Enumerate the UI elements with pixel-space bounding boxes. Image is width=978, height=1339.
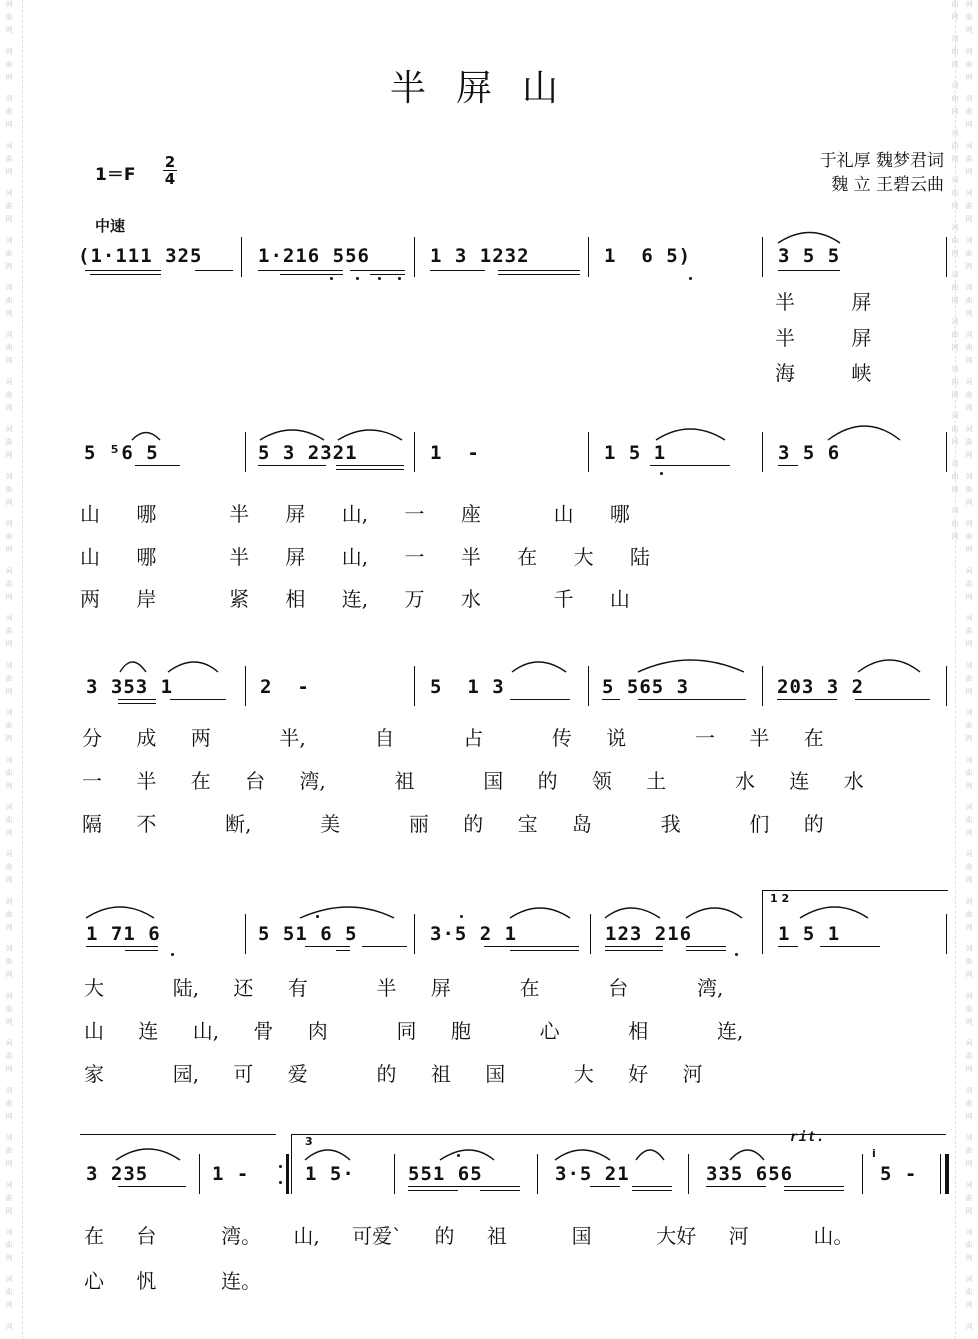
barline [762, 666, 763, 706]
beam-underline [510, 699, 570, 700]
row2-lyric-verse1: 山 哪 半 屏 山, 一 座 山 哪 [80, 502, 630, 526]
octave-dot [356, 277, 359, 280]
beam-underline [686, 950, 726, 951]
row5-measure3: 1 5· [305, 1163, 355, 1185]
beam-underline [118, 1186, 186, 1187]
barline [588, 432, 589, 472]
beam-underline [602, 699, 620, 700]
beam-underline [258, 465, 326, 466]
lyricist-credit: 于礼厚 魏梦君词 [819, 151, 944, 171]
row3-measure4: 5 565 3 [602, 676, 690, 698]
volta-label-1-2: 1 2 [770, 892, 790, 905]
slur-arc [638, 660, 744, 672]
row3-measure3: 5 1 3 [430, 676, 505, 698]
row2-measure1: 5 ⁵6 5 [84, 442, 159, 464]
slur-arc [86, 907, 154, 918]
beam-underline [135, 465, 180, 466]
row1-measure1: (1·111 325 [78, 245, 203, 267]
slur-arc [656, 429, 725, 440]
beam-underline [820, 946, 880, 947]
slur-arc [305, 1150, 350, 1160]
beam-underline [784, 1190, 844, 1191]
repeat-dot [279, 1181, 282, 1184]
barline [199, 1154, 200, 1194]
row1-measure3: 1 3 1232 [430, 245, 530, 267]
beam-underline [686, 946, 726, 947]
beam-underline [350, 270, 405, 271]
row4-lyric-verse1: 大 陆, 还 有 半 屏 在 台 湾, [84, 976, 724, 1000]
composer-credit: 魏 立 王碧云曲 [831, 175, 944, 195]
beam-underline [484, 946, 579, 947]
barline [588, 237, 589, 277]
slur-arc [730, 1150, 764, 1160]
beam-underline [118, 703, 156, 704]
barline [414, 237, 415, 277]
guide-line-right [955, 0, 957, 1339]
beam-underline [590, 1186, 620, 1187]
volta-barline [762, 890, 763, 954]
time-signature-bottom: 4 [164, 170, 176, 188]
high-octave-dot [457, 1154, 460, 1157]
beam-underline [706, 1186, 766, 1187]
beam-underline [778, 270, 840, 271]
row3-measure2: 2 - [260, 676, 310, 698]
slur-arc [440, 1150, 494, 1160]
slur-arc [686, 908, 742, 918]
beam-underline [408, 1190, 458, 1191]
row2-lyric-verse3: 两 岸 紧 相 连, 万 水 千 山 [80, 587, 630, 611]
row1-measure5: 3 5 5 [778, 245, 841, 267]
watermark-right: 词曲网 词曲网 词曲网 词曲网 词曲网 词曲网 词曲网 词曲网 词曲网 词曲网 词曲网 词曲网 词曲网 词曲网 词曲网 词曲网 词曲网 词曲网 词曲网 词曲网 词曲网 词曲网 词曲网 词曲网 词曲网 词曲网 词曲网 词曲网 词曲网 词曲网 词曲网 词曲网 词曲网 词曲网 词曲网 词曲网 词曲网 词曲网 词曲网 词曲网 [951, 0, 973, 1336]
slur-arc [510, 908, 570, 918]
row5-measure1: 3 235 [86, 1163, 149, 1185]
row3-lyric-verse2: 一 半 在 台 湾, 祖 国 的 领 土 水 连 水 [82, 769, 864, 793]
row4-measure4: 123 216 [605, 923, 693, 945]
row1-lyric-verse3: 海 峡 [775, 361, 872, 385]
beam-underline [632, 1190, 672, 1191]
barline [762, 237, 763, 277]
volta-bracket [80, 1134, 276, 1135]
high-octave-dot [460, 915, 463, 918]
slur-arc [605, 908, 660, 918]
row2-measure5: 3 5 6 [778, 442, 841, 464]
row3-measure1: 3 353 1 [86, 676, 174, 698]
beam-underline [632, 1186, 672, 1187]
row1-measure4: 1 6 5) [604, 245, 692, 267]
song-title: 半屏山 [389, 68, 588, 109]
barline [946, 914, 947, 954]
barline [946, 432, 947, 472]
watermark-left: 词曲网 词曲网 词曲网 词曲网 词曲网 词曲网 词曲网 词曲网 词曲网 词曲网 词曲网 词曲网 词曲网 词曲网 词曲网 词曲网 词曲网 词曲网 词曲网 词曲网 词曲网 词曲网 词曲网 词曲网 词曲网 词曲网 词曲网 词曲网 词 [5, 0, 13, 1336]
beam-underline [498, 274, 580, 275]
beam-underline [430, 270, 485, 271]
beam-underline [605, 950, 663, 951]
row5-measure5: 3·5 21 [555, 1163, 630, 1185]
volta-barline [291, 1134, 292, 1194]
slur-arc [116, 1149, 180, 1160]
slur-arc [800, 907, 868, 918]
beam-underline [305, 946, 350, 947]
barline [245, 914, 246, 954]
barline [590, 914, 591, 954]
row5-measure6: 335 656 [706, 1163, 794, 1185]
row5-lyric-verse1: 在 台 湾。 山, 可爱` 的 祖 国 大好 河 山。 [84, 1224, 854, 1248]
barline [946, 237, 947, 277]
barline [245, 666, 246, 706]
slur-arc [828, 426, 900, 440]
beam-underline [336, 469, 404, 470]
octave-dot [689, 277, 692, 280]
beam-underline [362, 946, 407, 947]
beam-underline [777, 699, 837, 700]
row1-lyric-verse2: 半 屏 [775, 326, 872, 350]
beam-underline [258, 270, 343, 271]
barline [414, 432, 415, 472]
barline [688, 1154, 689, 1194]
row4-measure2: 5 51 6 5 [258, 923, 358, 945]
beam-underline [370, 274, 405, 275]
octave-dot [660, 472, 663, 475]
beam-underline [778, 465, 798, 466]
beam-underline [170, 699, 226, 700]
beam-underline [605, 946, 663, 947]
beam-underline [336, 465, 404, 466]
beam-underline [85, 270, 161, 271]
octave-dot [378, 277, 381, 280]
octave-dot [398, 277, 401, 280]
row1-lyric-verse1: 半 屏 [775, 290, 872, 314]
row3-measure5: 203 3 2 [777, 676, 865, 698]
volta-label-3: 3 [305, 1135, 313, 1148]
row5-measure7: 5 - [880, 1163, 918, 1185]
row4-measure3: 3·5 2 1 [430, 923, 518, 945]
row4-measure1: 1 71 6 [86, 923, 161, 945]
barline [537, 1154, 538, 1194]
repeat-dot [279, 1165, 282, 1168]
beam-underline [90, 274, 161, 275]
beam-underline [125, 950, 158, 951]
slur-arc [636, 1150, 664, 1160]
barline [862, 1154, 863, 1194]
beam-underline [195, 270, 233, 271]
row1-measure2: 1·216 556 [258, 245, 370, 267]
final-barline-thin [940, 1154, 941, 1194]
slur-arc [338, 430, 402, 440]
slur-arc [120, 662, 146, 672]
octave-dot [330, 277, 333, 280]
beam-underline [86, 946, 158, 947]
row4-measure5: 1 5 1 [778, 923, 841, 945]
guide-line-left [22, 0, 24, 1339]
row3-lyric-verse3: 隔 不 断, 美 丽 的 宝 岛 我 们 的 [82, 812, 824, 836]
row5-measure4: 551 65 [408, 1163, 483, 1185]
high-octave-dot [316, 915, 319, 918]
barline [414, 914, 415, 954]
beam-underline [480, 1190, 520, 1191]
beam-underline [336, 950, 350, 951]
beam-underline [408, 1186, 520, 1187]
beam-underline [650, 465, 730, 466]
beam-underline [784, 1186, 844, 1187]
row5-measure2: 1 - [212, 1163, 250, 1185]
slur-arc [300, 907, 394, 918]
beam-underline [638, 699, 746, 700]
slur-arc [260, 430, 324, 440]
fermata-mark: i [872, 1147, 876, 1160]
key-signature: 1＝F [95, 165, 136, 185]
octave-dot [735, 953, 738, 956]
repeat-end-barline [286, 1154, 289, 1194]
row4-lyric-verse3: 家 园, 可 爱 的 祖 国 大 好 河 [84, 1062, 703, 1086]
ritardando-marking: rit. [790, 1130, 826, 1145]
volta-bracket [762, 890, 948, 891]
beam-underline [118, 699, 156, 700]
barline [414, 666, 415, 706]
barline [245, 432, 246, 472]
barline [946, 666, 947, 706]
slur-arc [778, 233, 840, 244]
slur-arc [555, 1150, 610, 1160]
beam-underline [280, 274, 343, 275]
barline [394, 1154, 395, 1194]
tempo-marking: 中速 [95, 217, 126, 235]
row2-lyric-verse2: 山 哪 半 屏 山, 一 半 在 大 陆 [80, 545, 650, 569]
slur-arc [858, 660, 920, 672]
row4-lyric-verse2: 山 连 山, 骨 肉 同 胞 心 相 连, [84, 1019, 744, 1043]
barline [762, 432, 763, 472]
row2-measure2: 5 3 2321 [258, 442, 358, 464]
row2-measure4: 1 5 1 [604, 442, 667, 464]
beam-underline [778, 946, 798, 947]
beam-underline [498, 270, 580, 271]
barline [588, 666, 589, 706]
slur-arc [132, 433, 160, 441]
beam-underline [510, 950, 579, 951]
slur-arc [512, 662, 566, 672]
slur-arc [168, 662, 218, 672]
volta-bracket [291, 1134, 946, 1135]
time-signature-top: 2 [164, 153, 176, 171]
final-barline-thick [945, 1154, 949, 1194]
barline [241, 237, 242, 277]
row3-lyric-verse1: 分 成 两 半, 自 占 传 说 一 半 在 [82, 726, 824, 750]
beam-underline [855, 699, 930, 700]
row5-lyric-verse2: 心 忛 连。 [84, 1269, 262, 1293]
octave-dot [171, 953, 174, 956]
time-signature [163, 154, 177, 187]
row2-measure3: 1 - [430, 442, 480, 464]
